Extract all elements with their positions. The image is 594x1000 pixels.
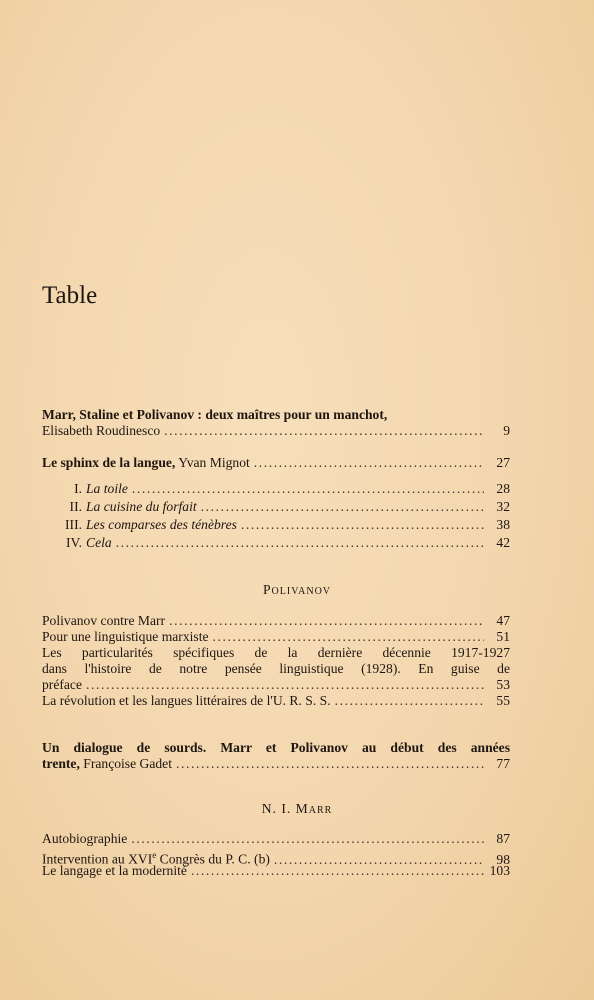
leader-dots <box>86 677 484 693</box>
leader-dots <box>131 831 484 847</box>
subentry-number: III. <box>65 517 82 532</box>
toc-entry-title: préface <box>42 677 82 692</box>
page-number: 27 <box>496 455 510 470</box>
subentry-number: I. <box>74 481 82 496</box>
leader-dots <box>164 423 484 439</box>
leader-dots <box>191 863 484 879</box>
toc-entry-title: Le sphinx de la langue, <box>42 455 176 470</box>
toc-subentry[interactable] <box>42 535 510 551</box>
superscript: e <box>152 850 157 860</box>
page-number: 77 <box>496 756 510 771</box>
toc-entry-author-line <box>42 423 510 439</box>
toc-entry[interactable] <box>42 831 510 847</box>
page-number: 38 <box>496 517 510 532</box>
toc-entry-gadet[interactable] <box>42 740 510 772</box>
toc-entry-author-line <box>42 756 510 772</box>
leader-dots <box>213 629 484 645</box>
page-number: 98 <box>496 851 510 867</box>
toc-entry[interactable] <box>42 613 510 629</box>
leader-dots <box>241 517 484 533</box>
page-number: 53 <box>496 677 510 692</box>
page-number: 87 <box>496 831 510 846</box>
toc-entry[interactable] <box>42 863 510 879</box>
page-number: 32 <box>496 499 510 514</box>
toc-subentry[interactable] <box>42 499 510 515</box>
subentry-title: Les comparses des ténèbres <box>86 517 237 532</box>
toc-entry-title: Polivanov contre Marr <box>42 613 166 628</box>
leader-dots <box>116 535 484 551</box>
toc-subentry-list <box>42 481 510 551</box>
leader-dots <box>169 613 484 629</box>
subentry-number: IV. <box>66 535 82 550</box>
toc-entry-title-wrap <box>42 455 250 471</box>
toc-entry-author: Yvan Mignot <box>178 455 250 470</box>
page-number: 42 <box>496 535 510 550</box>
page-number: 51 <box>496 629 510 644</box>
page-title: Table <box>42 282 98 309</box>
subentry-title: La cuisine du forfait <box>86 499 197 514</box>
toc-entry-title: La révolution et les langues littéraires de l'U. R. S. S. <box>42 693 331 708</box>
page-number: 55 <box>496 693 510 708</box>
section-heading-marr: N. I. Marr <box>261 801 333 816</box>
subentry-title: Cela <box>86 535 112 550</box>
page-number: 103 <box>489 863 510 878</box>
leader-dots <box>335 693 484 709</box>
toc-section-polivanov <box>42 613 510 709</box>
toc-entry[interactable] <box>42 693 510 709</box>
toc-subentry[interactable] <box>42 481 510 497</box>
toc-entry-roudinesco[interactable] <box>42 407 510 439</box>
toc-entry-title: Marr, Staline et Polivanov : deux maîtres pour un manchot, <box>42 407 388 422</box>
leader-dots <box>176 756 484 772</box>
toc-subentry[interactable] <box>42 517 510 533</box>
toc-entry-author: Françoise Gadet <box>83 756 172 771</box>
toc-entry-title-rest: Congrès du P. C. (b) <box>156 851 270 867</box>
toc-entry-title: Le langage et la modernité <box>42 863 187 878</box>
toc-entry-line <box>42 455 510 471</box>
toc-entry-title-line <box>42 407 510 423</box>
toc-section-marr <box>42 831 510 879</box>
toc-entry-title: Un dialogue de sourds. Marr et Polivanov au début des années <box>42 740 510 755</box>
toc-entry-title-line <box>42 740 510 756</box>
toc-entry-mignot[interactable] <box>42 455 510 471</box>
subentry-title: La toile <box>86 481 128 496</box>
subentry-number: II. <box>69 499 82 514</box>
toc-entry-title-end: trente, <box>42 756 80 771</box>
toc-entry-title-line: dans l'histoire de notre pensée linguistique (1928). En guise de <box>42 661 510 676</box>
page-number: 28 <box>496 481 510 496</box>
toc-entry-multiline[interactable] <box>42 645 510 693</box>
toc-entry[interactable] <box>42 629 510 645</box>
toc-entry-title: Autobiographie <box>42 831 128 846</box>
toc-entry-title: Pour une linguistique marxiste <box>42 629 209 644</box>
page-number: 47 <box>496 613 510 628</box>
leader-dots <box>254 455 484 471</box>
toc-entry-author: Elisabeth Roudinesco <box>42 423 161 438</box>
page-number: 9 <box>503 423 510 438</box>
leader-dots <box>201 499 484 515</box>
leader-dots <box>132 481 484 497</box>
toc-entry[interactable] <box>42 847 510 867</box>
toc-entry-title-line: Les particularités spécifiques de la dernière décennie 1917-1927 <box>42 645 510 660</box>
toc-entry-title: Intervention au XVI <box>42 851 153 867</box>
toc-entry-last-line <box>42 677 510 693</box>
section-heading-polivanov: Polivanov <box>262 582 332 597</box>
